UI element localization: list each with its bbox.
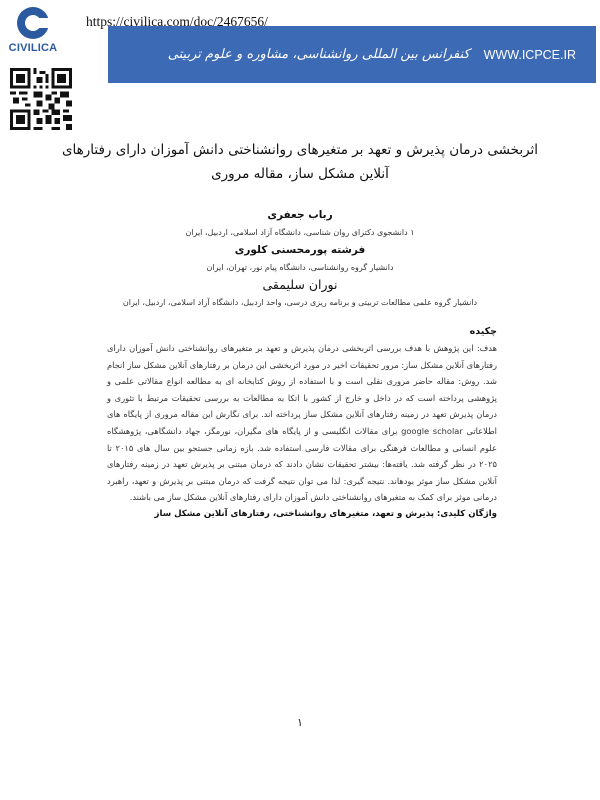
conference-name: کنفرانس بین المللی روانشناسی، مشاوره و علوم تربیتی [167,47,470,62]
logo-text: CIVILICA [8,42,58,54]
civilica-c-icon [16,6,50,40]
author-name: رباب جعفری [267,209,333,221]
author-affiliation: دانشیار گروه روانشناسی، دانشگاه پیام نور، تهران، ایران [206,263,394,272]
conference-website[interactable]: WWW.ICPCE.IR [483,47,576,62]
abstract-section [107,324,497,522]
abstract-heading: چکیده [469,326,497,337]
author-affiliation: ۱ دانشجوی دکترای روان شناسی، دانشگاه آزاد اسلامی، اردبیل، ایران [185,228,415,237]
abstract-body: هدف: این پژوهش با هدف بررسی اثربخشی درمان پذیرش و تعهد بر متغیرهای روانشناختی دانش آموزان دارای رفتارهای آنلاین مشکل ساز: مرور تحقیقات اخیر در مورد اثربخشی این درمان بر رفتارهای آنلاین مشکل ساز انجام شد. روش: مقاله حاضر مروری نقلی است و با استفاده از روش کتابخانه ای به مطالعه انواع مقالاتی علمی و پژوهشی پرداخته است که در داخل و خارج از کشور با اتکا به مطالعات به بررسی تحقیقات مرتبط با تئوری و درمان پذیرش تعهد در زمینه رفتارهای آنلاین مشکل ساز پرداخته اند. برای نگارش این مقاله مروری از پایگاه های اطلاعاتی google scholar برای مقالات انگلیسی و از پایگاه های مگیران، نورمگز، جهاد دانشگاهی، پژوهشگاه علوم انسانی و مطالعات فرهنگی برای مقالات فارسی استفاده شد. بازه زمانی جستجو بین سال های ۲۰۱۵ تا ۲۰۲۵ در نظر گرفته شد. یافته‌ها: بیشتر تحقیقات نشان دادند که درمان مبتنی بر پذیرش تعهد در زمینه رفتارهای آنلاین مشکل ساز موثر بودهاند. نتیجه گیری: لذا می توان نتیجه گرفت که درمان مبتنی بر پذیرش و تعهد، راهبرد درمانی موثر برای کمک به متغیرهای روانشناختی دانش آموزان دارای رفتارهای آنلاین مشکل ساز می باشند. [107,343,497,503]
document-url[interactable]: https://civilica.com/doc/2467656/ [86,14,268,29]
author-affiliation: دانشیار گروه علمی مطالعات تربیتی و برنامه ریزی درسی، واحد اردبیل، دانشگاه آزاد اسلامی، اردبیل، ایران [122,298,478,307]
author-list [80,206,520,311]
civilica-logo[interactable] [4,6,62,58]
paper-title: اثربخشی درمان پذیرش و تعهد بر متغیرهای روانشناختی دانش آموزان دارای رفتارهای آنلاین مشکل ساز، مقاله مروری [61,142,539,182]
page-number: ۱ [297,716,303,729]
author-name: فرشته پورمحسنی کلوری [234,244,366,256]
keywords: واژگان کلیدی: پذیرش و تعهد، متغیرهای روانشناختی، رفتارهای آنلاین مشکل ساز [154,508,497,519]
conference-banner [108,26,596,83]
author-name: نوران سلیمقی [262,277,338,292]
qr-code [10,68,72,130]
